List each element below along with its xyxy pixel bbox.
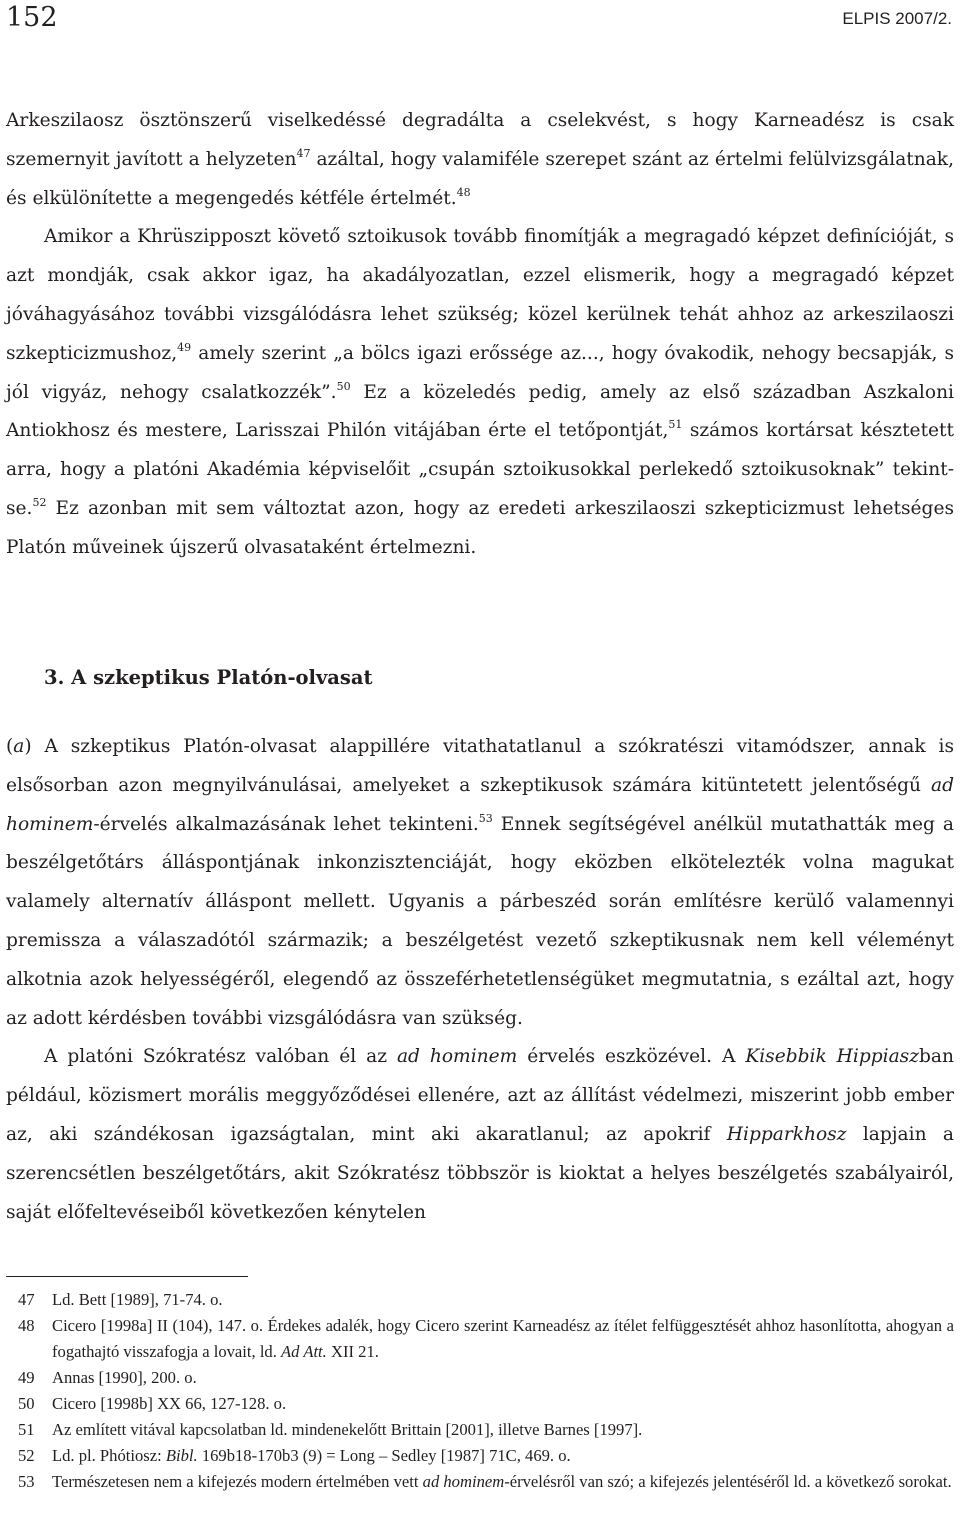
paren: ) — [24, 736, 32, 757]
work-title: Hipparkhosz — [726, 1123, 847, 1145]
footnote-number: 47 — [18, 1290, 35, 1309]
footnote-text: Cicero [1998b] XX 66, 127-128. o. — [52, 1394, 287, 1413]
section-number: 3. — [44, 666, 65, 689]
footnote — [6, 1469, 954, 1495]
footnote-text: Ld. Bett [1989], 71-74. o. — [52, 1290, 223, 1309]
footnote-text — [52, 1313, 954, 1365]
footnote-divider — [6, 1276, 248, 1277]
paragraph-text: Amikor a Khrüszipposzt követő sztoikusok tovább finomítják a megragadó képzet definícióját, s azt mondják, csak akkor igaz, ha akadályozatlan, ezzel elismerik, hogy a megragadó képzet jóváhagyásához további vizsgálódásra lehet szükség; közel kerülnek tehát ahhoz az arkeszilaoszi szkepticizmushoz, — [6, 226, 954, 364]
footnote-text-part: Ld. pl. Phótiosz: — [52, 1446, 166, 1465]
paragraph-text: ban például, közismert morális meggyőződései ellenére, azt az állítást védelmezi, miszerint jobb ember az, aki szándékosan igazságtalan, mint aki akaratlanul; az apokrif — [6, 1046, 954, 1145]
footnote-text-part: Cicero [1998a] II (104), 147. o. Érdekes adalék, hogy Cicero szerint Karneadész az ítélet felfüggesztését ahhoz hasonlította, ahogyan a fogathajtó visszafogja a lovait, ld. — [52, 1316, 954, 1361]
paragraph-text: Ennek segítségével anélkül mutathatták meg a beszélgetőtárs álláspontjának inkonzisztenciáját, hogy eközben elkötelezték volna magukat valamely alternatív álláspont mellett. Ugyanis a párbeszéd során említésre kerülő valamennyi premissza a válaszadótól származik; a beszélgetést vezető szkeptikusnak nem kell véleményt alkotnia azok helyességéről, elegendő az összeférhetetlenségüket megmutatnia, s ezáltal azt, hogy az adott kérdésben további vizsgálódásra van szükség. — [6, 813, 954, 1029]
footnote-text: Az említett vitával kapcsolatban ld. mindenekelőtt Brittain [2001], illetve Barnes [1997]. — [52, 1420, 643, 1439]
footnote-number: 53 — [18, 1472, 35, 1491]
footnote-ref[interactable]: 51 — [668, 418, 683, 432]
footnote-text — [52, 1443, 954, 1469]
footnote-text-part: 169b18-170b3 (9) = Long – Sedley [1987] 71C, 469. o. — [197, 1446, 571, 1465]
footnote — [6, 1391, 954, 1417]
footnote — [6, 1365, 954, 1391]
footnote-number: 52 — [18, 1446, 35, 1465]
paragraph-text: azáltal, hogy valamiféle szerepet szánt az értelmi felülvizsgálatnak, és elkülönítette a megengedés kétféle értelmét. — [6, 148, 954, 209]
paragraph-text: -érvelés alkalmazásának lehet tekinteni. — [93, 813, 479, 835]
footnote-text-part: -érvelésről van szó; a kifejezés jelentéséről ld. a következő sorokat. — [504, 1472, 952, 1491]
footnote-ref[interactable]: 49 — [177, 340, 192, 354]
footnote-number: 48 — [18, 1316, 35, 1335]
footnote — [6, 1443, 954, 1469]
footnote — [6, 1313, 954, 1365]
footnote — [6, 1287, 954, 1313]
paragraph-text: amely szerint „a bölcs igazi erőssége az..., hogy óvakodik, nehogy becsapják, s jól vigyáz, nehogy csalatkozzék”. — [6, 342, 954, 403]
footnote-text-part: Természetesen nem a kifejezés modern értelmében vett — [52, 1472, 423, 1491]
paragraph-text: érvelés eszközével. A — [517, 1046, 746, 1068]
section-title: A szkeptikus Platón-olvasat — [71, 666, 373, 689]
paragraph — [6, 218, 954, 567]
body-text-block — [6, 728, 954, 1232]
footnotes — [6, 1287, 954, 1495]
paragraph-text: A platóni Szókratész valóban él az — [44, 1046, 397, 1068]
item-label: a — [13, 736, 25, 757]
footnote-text — [52, 1469, 954, 1495]
footnote — [6, 1417, 954, 1443]
body-text-block — [6, 102, 954, 568]
work-title: Kisebbik Hippiasz — [745, 1046, 920, 1068]
emphasis: ad hominem — [6, 774, 954, 835]
footnote-ref[interactable]: 50 — [336, 379, 351, 393]
paragraph-text: Arkeszilaosz ösztönszerű viselkedéssé degradálta a cselekvést, s hogy Karneadész is csak szemernyit javított a helyzeten — [6, 110, 954, 170]
paragraph — [6, 1038, 954, 1232]
paragraph-text: Ez azonban mit sem változtat azon, hogy az eredeti arkeszilaoszi szkepticizmust lehetséges Platón műveinek újszerű olvasataként értelmezni. — [6, 497, 954, 558]
footnote-number: 51 — [18, 1420, 35, 1439]
citation-title: Ad Att. — [281, 1342, 327, 1361]
footnote-text-part: XII 21. — [326, 1342, 379, 1361]
footnote-number: 49 — [18, 1368, 35, 1387]
page-number: 152 — [6, 2, 58, 33]
running-head: ELPIS 2007/2. — [842, 9, 952, 28]
footnote-number: 50 — [18, 1394, 35, 1413]
section-heading — [44, 663, 373, 693]
citation-title: Bibl. — [165, 1446, 198, 1465]
paragraph-text: A szkeptikus Platón-olvasat alappillére vitathatatlanul a szókratészi vitamódszer, annak is elsősorban azon megnyilvánulásai, amelyeket a szkeptikusok számára kitüntetett jelentőségű — [6, 736, 954, 796]
footnote-ref[interactable]: 53 — [478, 811, 493, 825]
footnote-ref[interactable]: 48 — [456, 185, 471, 199]
footnote-ref[interactable]: 52 — [32, 495, 47, 509]
emphasis: ad hominem — [422, 1472, 505, 1491]
paragraph-text: számos kortársat késztetett arra, hogy a platóni Akadémia képviselőit „csupán sztoikusokkal perlekedő sztoikusoknak” tekintse. — [6, 420, 954, 519]
paren: ( — [6, 736, 14, 757]
footnote-ref[interactable]: 47 — [296, 146, 311, 160]
emphasis: ad hominem — [396, 1046, 518, 1068]
paragraph — [6, 728, 954, 1038]
paragraph-text: Ez a közeledés pedig, amely az első században Aszkaloni Antiokhosz és mestere, Larisszai Philón vitájában érte el tetőpontját, — [6, 381, 954, 442]
paragraph-text: lapjain a szerencsétlen beszélgetőtárs, akit Szókratész többször is kioktat a helyes beszélgetés szabályairól, saját előfeltevéseiből következően kénytelen — [6, 1123, 954, 1223]
footnote-text: Annas [1990], 200. o. — [52, 1368, 197, 1387]
